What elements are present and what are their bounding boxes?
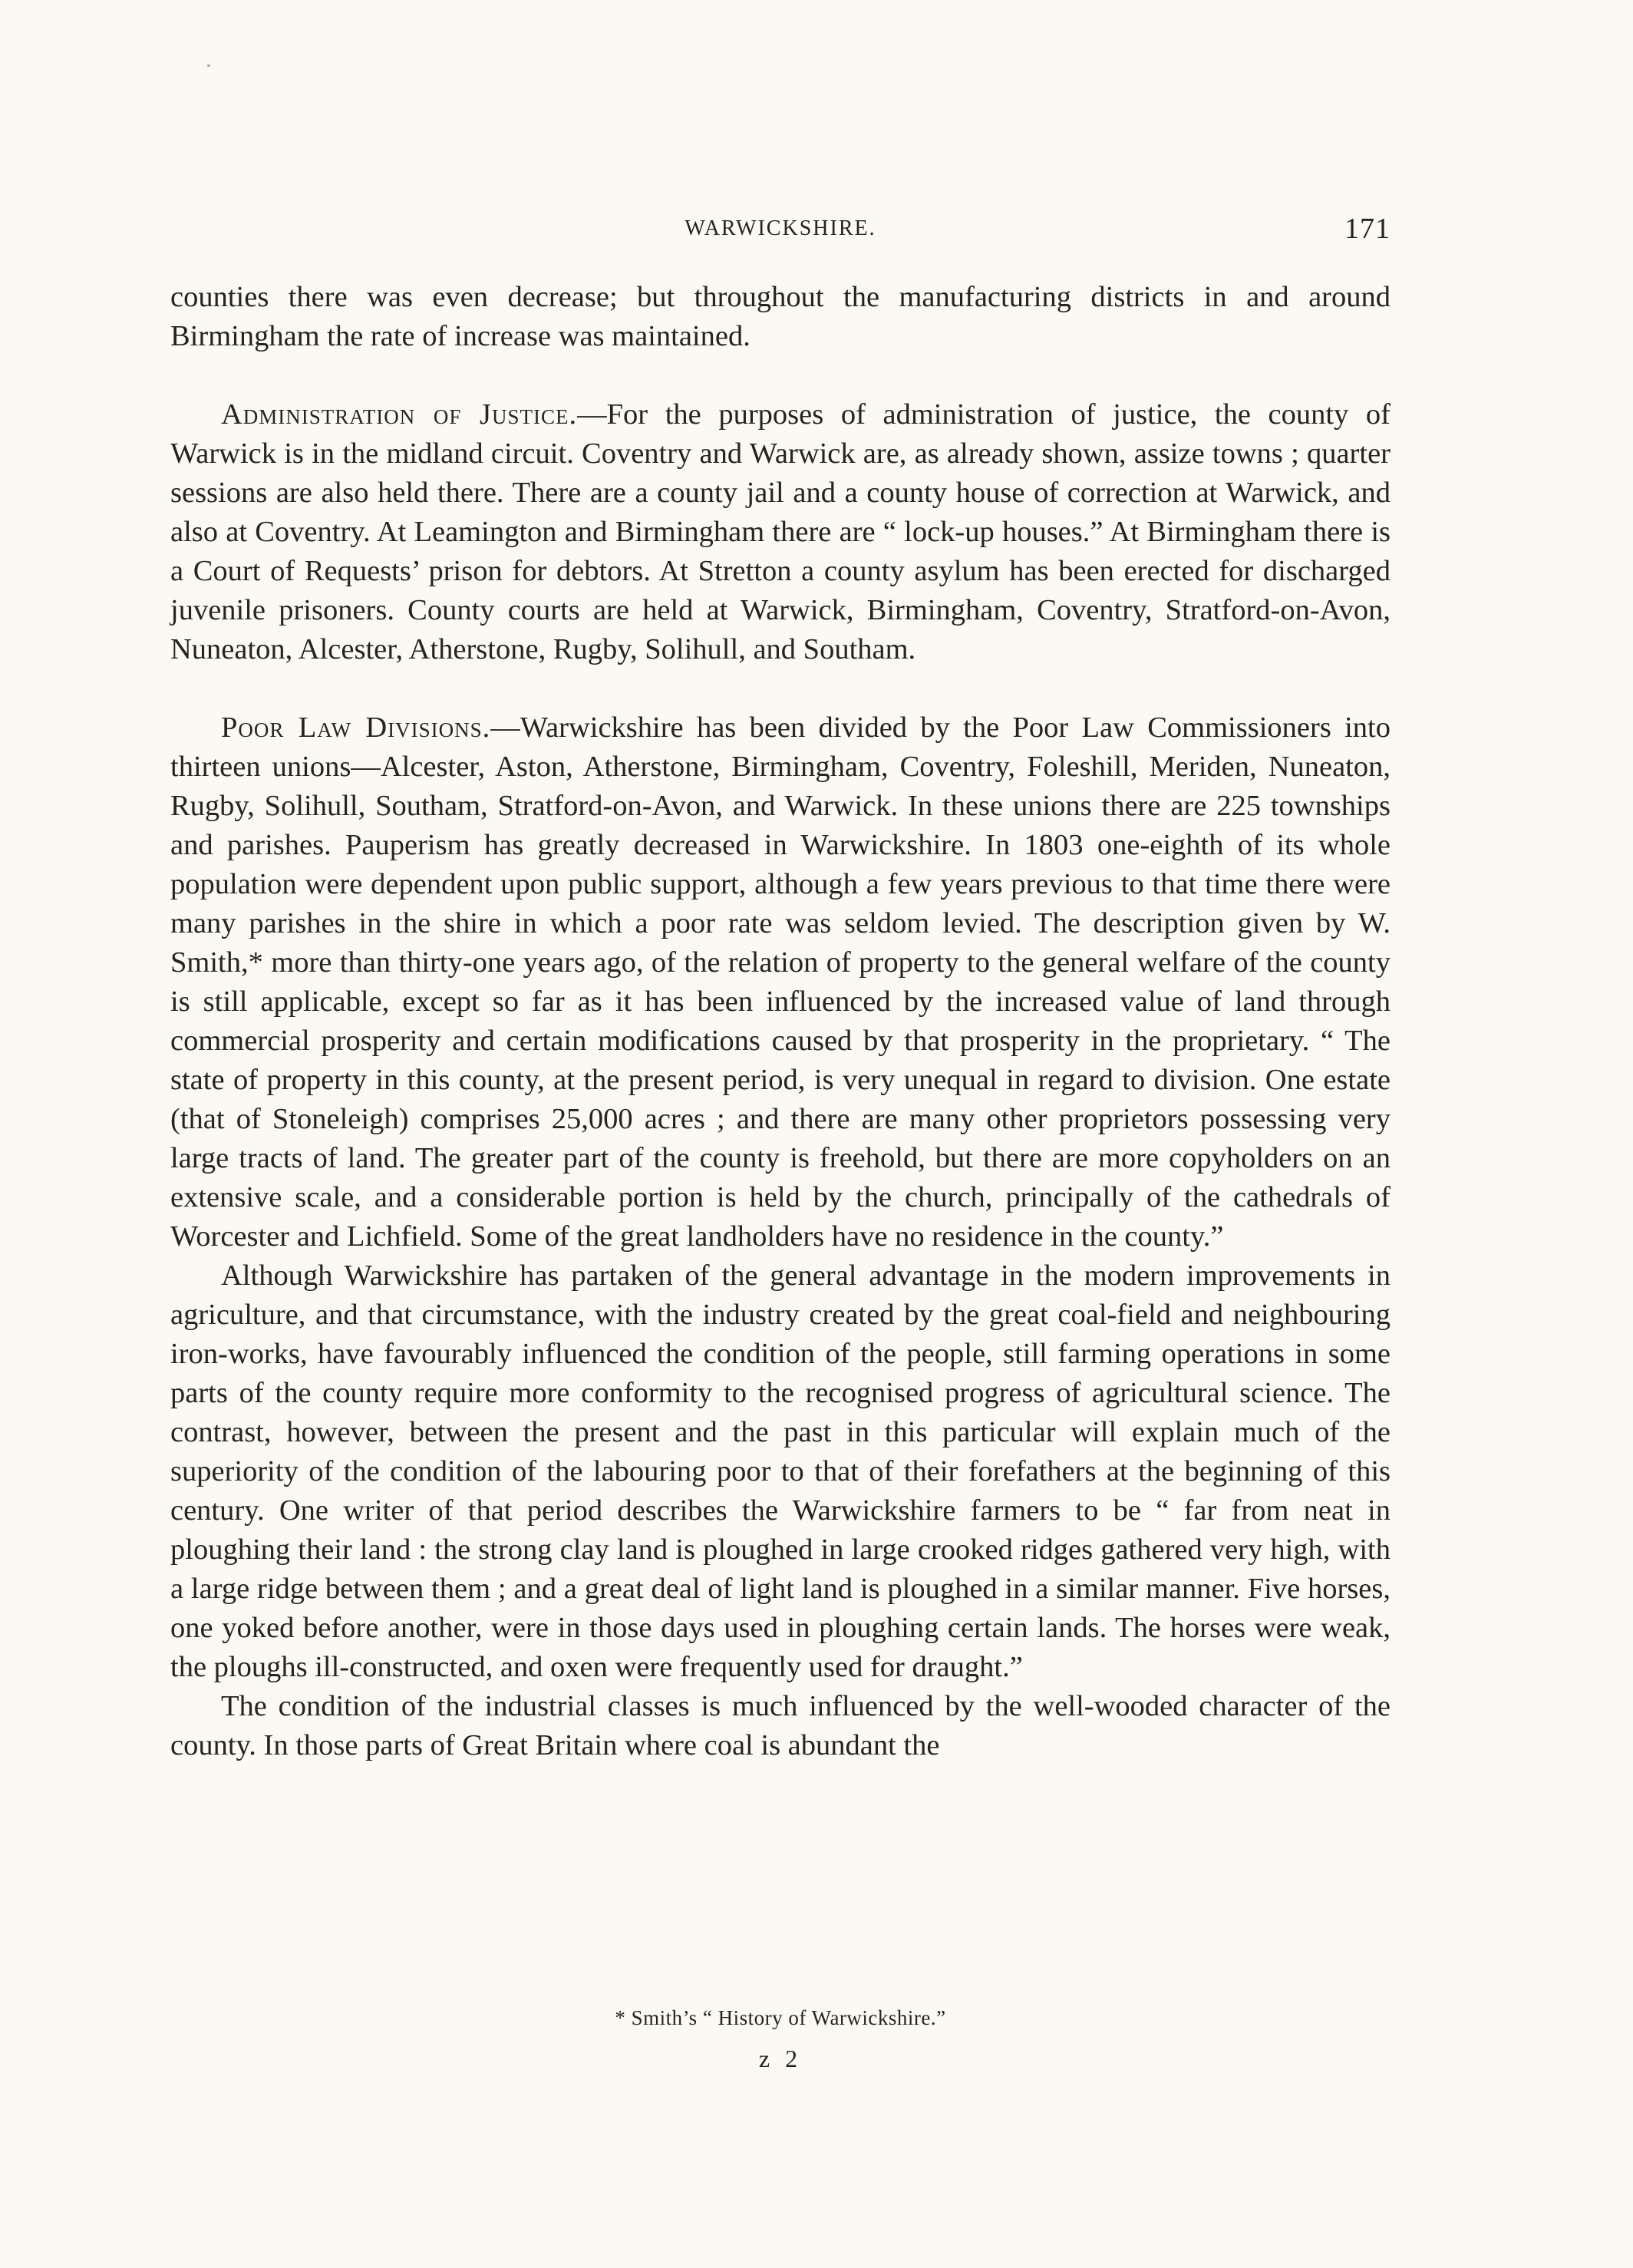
signature-mark: z 2	[758, 2045, 803, 2072]
paragraph-continuation: counties there was even decrease; but throughout the manufacturing districts in and around Birmingham the rate of increase was maintained.	[170, 281, 1391, 352]
page-number: 171	[1344, 213, 1391, 245]
running-title: WARWICKSHIRE.	[685, 216, 876, 240]
running-head	[170, 212, 1391, 250]
footnote: * Smith’s “ History of Warwickshire.”	[615, 2006, 946, 2029]
paragraph-administration-of-justice	[170, 395, 1391, 669]
section-heading-administration: Administration of Justice.	[221, 398, 578, 431]
paragraph-poor-law-divisions	[170, 708, 1391, 1256]
paragraph-text: —For the purposes of administration of justice, the county of Warwick is in the midland circuit. Coventry and Warwick are, as already shown, assize towns ; quarter sessions are also held there. There are a county jail and a county house of correction at Warwick, and also at Coventry. At Leamington and Birmingham there are “ lock-up houses.” At Birmingham there is a Court of Requests’ prison for debtors. At Stretton a county asylum has been erected for discharged juvenile prisoners. County courts are held at Warwick, Birmingham, Coventry, Stratford-on-Avon, Nuneaton, Alcester, Atherstone, Rugby, Solihull, and Southam.	[170, 398, 1391, 665]
section-heading-poor-law: Poor Law Divisions.	[221, 711, 491, 744]
paragraph-agriculture: Although Warwickshire has partaken of the general advantage in the modern improvements in agriculture, and that circumstance, with the industry created by the great coal-field and neighbouring iron-works, have favourably influenced the condition of the people, still farming operations in some parts of the county require more conformity to the recognised progress of agricultural science. The contrast, however, between the present and the past in this particular will explain much of the superiority of the condition of the labouring poor to that of their forefathers at the beginning of this century. One writer of that period describes the Warwickshire farmers to be “ far from neat in ploughing their land : the strong clay land is ploughed in large crooked ridges gathered very high, with a large ridge between them ; and a great deal of light land is ploughed in a similar manner. Five horses, one yoked before another, were in those days used in ploughing certain lands. The horses were weak, the ploughs ill-constructed, and oxen were frequently used for draught.”	[170, 1259, 1391, 1683]
paragraph-text: —Warwickshire has been divided by the Poor Law Commissioners into thirteen unions—Alcester, Aston, Atherstone, Birmingham, Coventry, Foleshill, Meriden, Nuneaton, Rugby, Solihull, Southam, Stratford-on-Avon, and Warwick. In these unions there are 225 townships and parishes. Pauperism has greatly decreased in Warwickshire. In 1803 one-eighth of its whole population were dependent upon public support, although a few years previous to that time there were many parishes in the shire in which a poor rate was seldom levied. The description given by W. Smith,* more than thirty-one years ago, of the relation of property to the general welfare of the county is still applicable, except so far as it has been influenced by the increased value of land through commercial prosperity and certain modifications caused by that prosperity in the proprietary. “ The state of property in this county, at the present period, is very unequal in regard to division. One estate (that of Stoneleigh) comprises 25,000 acres ; and there are many other proprietors possessing very large tracts of land. The greater part of the county is freehold, but there are more copyholders on an extensive scale, and a considerable portion is held by the church, principally of the cathedrals of Worcester and Lichfield. Some of the great landholders have no residence in the county.”	[170, 711, 1391, 1253]
paper-speck	[207, 64, 210, 67]
body-text	[170, 278, 1391, 1765]
paragraph-industrial-classes: The condition of the industrial classes is much influenced by the well-wooded character of the county. In those parts of Great Britain where coal is abundant the	[170, 1690, 1391, 1761]
